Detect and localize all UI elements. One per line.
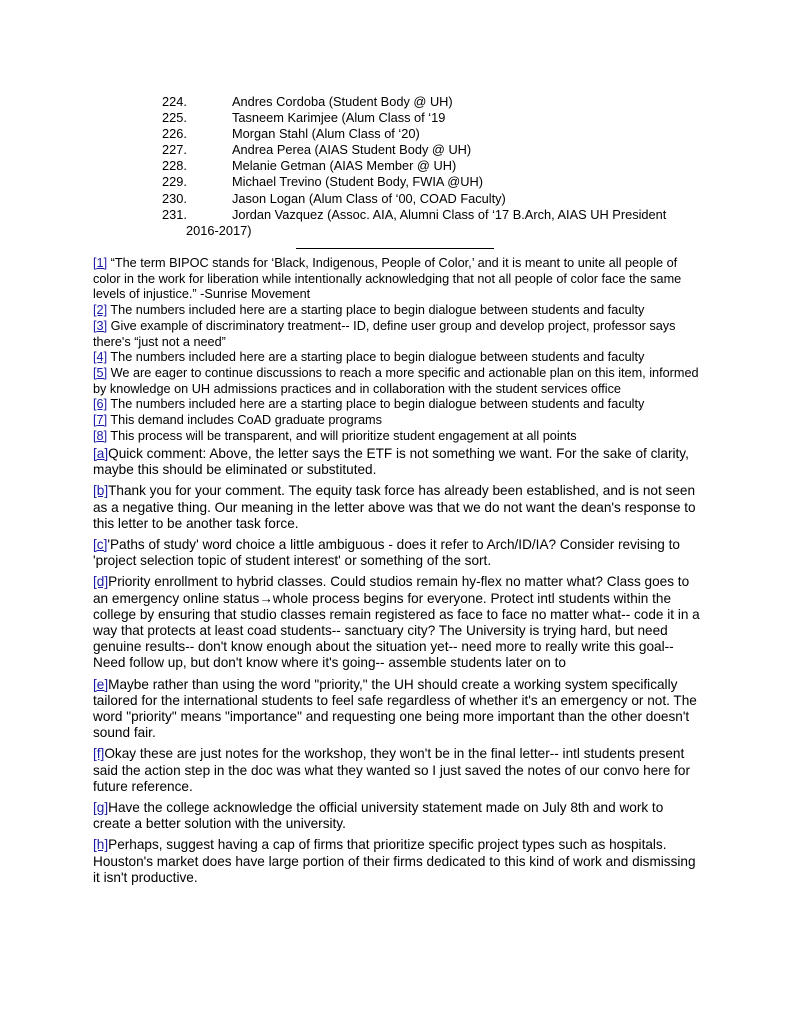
list-text: Melanie Getman (AIAS Member @ UH) xyxy=(232,158,457,174)
footnote-text: This process will be transparent, and will prioritize student engagement at all points xyxy=(107,428,577,443)
list-item xyxy=(162,191,702,207)
comment-text: Perhaps, suggest having a cap of firms that prioritize specific project types such as hospitals. Houston's market does have large portion of their firms dedicated to this kind of work and dismissing it isn't productive. xyxy=(93,837,696,885)
comment-text: Have the college acknowledge the official university statement made on July 8th and work to create a better solution with the university. xyxy=(93,800,664,832)
comment-link[interactable]: [b] xyxy=(93,483,109,499)
footnote-text: The numbers included here are a starting place to begin dialogue between students and faculty xyxy=(107,350,645,365)
comment-link[interactable]: [f] xyxy=(93,746,105,762)
comment xyxy=(93,446,703,478)
footnote-link[interactable]: [3] xyxy=(93,318,108,333)
comment xyxy=(93,837,703,886)
list-number: 231. xyxy=(162,206,187,222)
comment xyxy=(93,800,703,832)
footnote xyxy=(93,413,703,429)
list-text: Andres Cordoba (Student Body @ UH) xyxy=(232,94,453,109)
list-text: Jason Logan (Alum Class of ‘00, COAD Faculty) xyxy=(232,190,506,206)
list-item xyxy=(162,207,702,223)
list-number: 227. xyxy=(162,142,187,158)
comment-link[interactable]: [a] xyxy=(93,446,109,461)
footnote-text: The numbers included here are a starting place to begin dialogue between students and faculty xyxy=(107,303,645,318)
footnote xyxy=(93,397,703,413)
footnote-link[interactable]: [2] xyxy=(93,303,108,318)
footnote-link[interactable]: [5] xyxy=(93,365,108,380)
footnote xyxy=(93,319,703,350)
footnote xyxy=(93,256,703,303)
list-number: 228. xyxy=(162,158,187,174)
footnote-link[interactable]: [4] xyxy=(93,350,108,365)
list-text: Michael Trevino (Student Body, FWIA @UH) xyxy=(232,174,484,190)
comments xyxy=(93,446,703,891)
comment-text: Quick comment: Above, the letter says the ETF is not something we want. For the sake of clarity, maybe this should be eliminated or substituted. xyxy=(93,446,689,478)
comment-text: Thank you for your comment. The equity task force has already been established, and is not seen as a negative thing. Our meaning in the letter above was that we do not want the dean's response to this letter to be another task force. xyxy=(93,483,696,531)
list-text: Tasneem Karimjee (Alum Class of ‘19 xyxy=(232,110,446,126)
comment xyxy=(93,746,703,795)
list-number: 229. xyxy=(162,174,187,190)
footnote xyxy=(93,303,703,319)
list-item xyxy=(162,110,702,126)
comment-link[interactable]: [e] xyxy=(93,676,109,692)
footnotes xyxy=(93,256,703,444)
list-number: 230. xyxy=(162,190,187,206)
footnote-link[interactable]: [1] xyxy=(93,256,108,270)
comment-text: Priority enrollment to hybrid classes. Could studios remain hy-flex no matter what? Class goes to an emergency online status→whole process begins for everyone. Protect intl students within the college by ensuring that studio classes remain registered as face to face no matter what-- code it in a way that protects at least coad students-- sanctuary city? The University is trying hard, but need genuine results-- don't know enough about the situation yet-- need more to really write this goal-- Need follow up, but don't know where it's going-- assemble students later on to xyxy=(93,574,700,671)
list-number: 225. xyxy=(162,110,187,126)
footnote-text: The numbers included here are a starting place to begin dialogue between students and faculty xyxy=(107,397,645,412)
comment-link[interactable]: [g] xyxy=(93,800,109,816)
footnote xyxy=(93,366,703,397)
list-item-continuation: 2016-2017) xyxy=(186,222,252,238)
comment-text-continued: 'project selection topic of student interest' or something of the sort. xyxy=(93,553,492,569)
comment xyxy=(93,483,703,532)
list-item xyxy=(162,94,702,110)
list-text: Andrea Perea (AIAS Student Body @ UH) xyxy=(232,142,472,158)
list-number: 226. xyxy=(162,126,187,142)
comment xyxy=(93,677,703,742)
footnote-link[interactable]: [6] xyxy=(93,397,108,412)
list-text: Morgan Stahl (Alum Class of ‘20) xyxy=(232,126,420,142)
comment-link[interactable]: [c] xyxy=(93,537,108,553)
comment xyxy=(93,574,703,671)
footnote-link[interactable]: [7] xyxy=(93,413,108,428)
comment-link[interactable]: [d] xyxy=(93,574,109,590)
footnote-text: We are eager to continue discussions to reach a more specific and actionable plan on this item, informed by knowledge on UH admissions practices and in collaboration with the student services office xyxy=(93,365,699,396)
list-number: 224. xyxy=(162,94,187,109)
list-text: Jordan Vazquez (Assoc. AIA, Alumni Class of ‘17 B.Arch, AIAS UH President xyxy=(232,206,667,222)
comment xyxy=(93,537,703,569)
footnote-text: Give example of discriminatory treatment-- ID, define user group and develop project, professor says there's “just not a need” xyxy=(93,318,676,349)
list-item xyxy=(162,126,702,142)
footnote-separator xyxy=(296,248,494,249)
comment-text: Maybe rather than using the word "priority," the UH should create a working system specifically tailored for the international students to feel safe regardless of whether it's an emergency or not. The word "priority" means "importance" and requesting one being more important than the other doesn't sound fair. xyxy=(93,676,697,741)
comment-text: 'Paths of study' word choice a little ambiguous - does it refer to Arch/ID/IA? Consider revising to xyxy=(107,537,680,553)
footnote xyxy=(93,429,703,445)
footnote-link[interactable]: [8] xyxy=(93,428,108,443)
comment-text: Okay these are just notes for the workshop, they won't be in the final letter-- intl students present said the action step in the doc was what they wanted so I just saved the notes of our convo here for future reference. xyxy=(93,746,690,794)
list-item xyxy=(162,142,702,158)
footnote-text: This demand includes CoAD graduate programs xyxy=(107,413,382,428)
signatory-list xyxy=(162,94,702,239)
comment-link[interactable]: [h] xyxy=(93,837,109,853)
list-item xyxy=(162,174,702,190)
footnote xyxy=(93,350,703,366)
list-item xyxy=(162,158,702,174)
footnote-text: “The term BIPOC stands for ‘Black, Indigenous, People of Color,’ and it is meant to unite all people of color in the work for liberation while intentionally acknowledging that not all people of color face the same levels of injustice.” -Sunrise Movement xyxy=(93,256,682,302)
